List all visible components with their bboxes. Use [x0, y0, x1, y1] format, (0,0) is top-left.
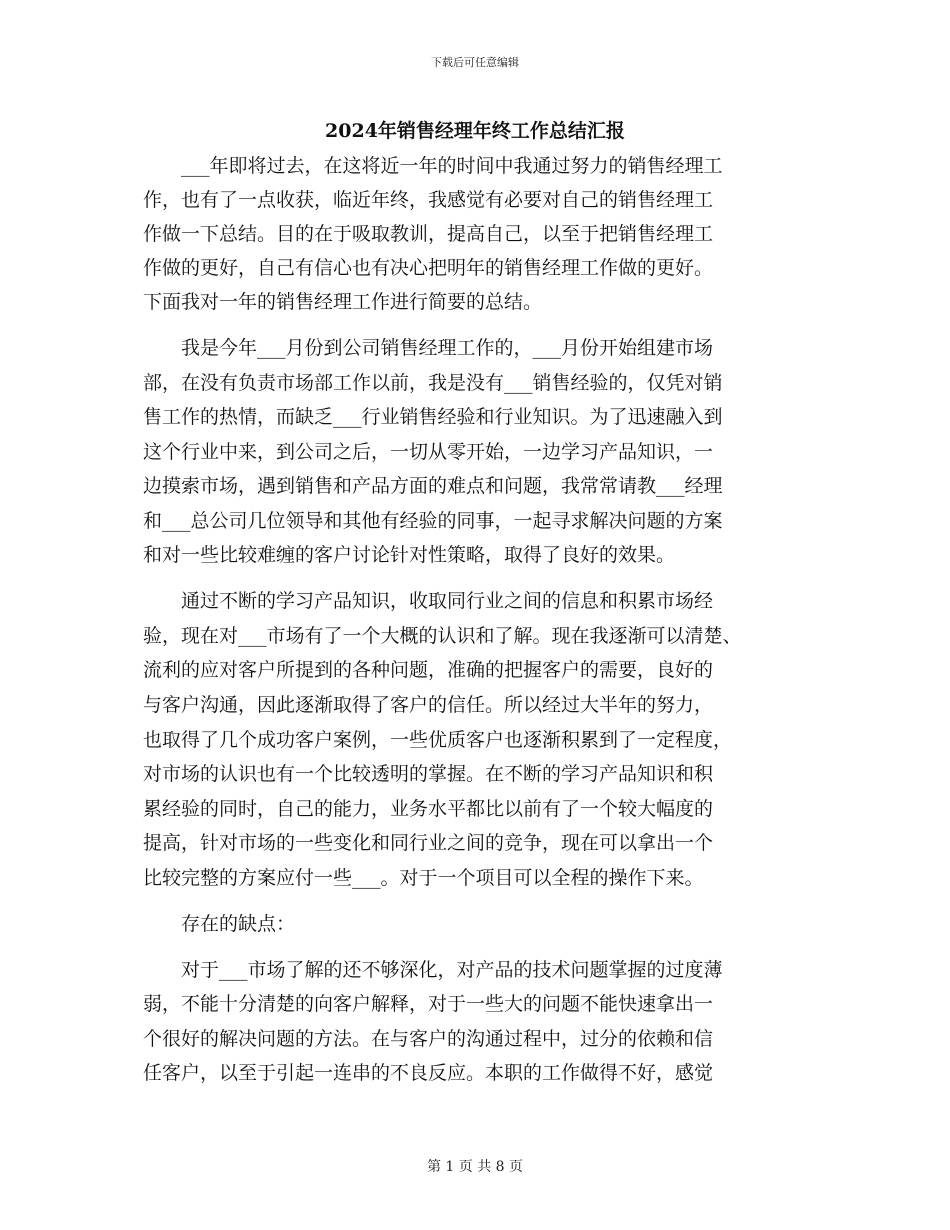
text-line: 任客户，以至于引起一连串的不良反应。本职的工作做得不好，感觉 — [143, 1062, 714, 1084]
text-line: 作，也有了一点收获，临近年终，我感觉有必要对自己的销售经理工 — [143, 189, 714, 211]
text-line: 对市场的认识也有一个比较透明的掌握。在不断的学习产品知识和积 — [143, 763, 714, 785]
document-title: 2024年销售经理年终工作总结汇报 — [325, 120, 625, 142]
page-header: 下载后可任意编辑 — [431, 56, 519, 69]
text-line: 售工作的热情，而缺乏___行业销售经验和行业知识。为了迅速融入到 — [143, 406, 723, 428]
text-line: 个很好的解决问题的方法。在与客户的沟通过程中，过分的依赖和信 — [143, 1028, 714, 1050]
text-line: 对于___市场了解的还不够深化，对产品的技术问题掌握的过度薄 — [143, 959, 723, 981]
text-line: 提高，针对市场的一些变化和同行业之间的竞争，现在可以拿出一个 — [143, 832, 714, 854]
page-footer: 第 1 页 共 8 页 — [426, 1159, 524, 1175]
text-line: 弱，不能十分清楚的向客户解释，对于一些大的问题不能快速拿出一 — [143, 993, 714, 1015]
text-line: 与客户沟通，因此逐渐取得了客户的信任。所以经过大半年的努力， — [143, 694, 714, 716]
text-line: 这个行业中来，到公司之后，一切从零开始，一边学习产品知识，一 — [143, 441, 714, 463]
text-line: 和对一些比较难缠的客户讨论针对性策略，取得了良好的效果。 — [143, 544, 676, 566]
text-line: 部，在没有负责市场部工作以前，我是没有___销售经验的，仅凭对销 — [143, 372, 723, 394]
text-line: 边摸索市场，遇到销售和产品方面的难点和问题，我常常请教___经理 — [143, 475, 723, 497]
text-line: 和___总公司几位领导和其他有经验的同事，一起寻求解决问题的方案 — [143, 510, 723, 532]
text-line: ___年即将过去，在这将近一年的时间中我通过努力的销售经理工 — [143, 155, 723, 177]
text-line: 流利的应对客户所提到的各种问题，准确的把握客户的需要，良好的 — [143, 659, 714, 681]
text-line: 作做的更好，自己有信心也有决心把明年的销售经理工作做的更好。 — [143, 257, 714, 279]
text-line: 比较完整的方案应付一些___。对于一个项目可以全程的操作下来。 — [143, 867, 704, 889]
text-line: 通过不断的学习产品知识，收取同行业之间的信息和积累市场经 — [143, 590, 714, 612]
text-line: 作做一下总结。目的在于吸取教训，提高自己，以至于把销售经理工 — [143, 223, 714, 245]
text-line: 也取得了几个成功客户案例，一些优质客户也逐渐积累到了一定程度， — [143, 729, 733, 751]
text-line: 累经验的同时，自己的能力，业务水平都比以前有了一个较大幅度的 — [143, 798, 714, 820]
text-line: 我是今年___月份到公司销售经理工作的，___月份开始组建市场 — [143, 337, 714, 359]
text-line: 验，现在对___市场有了一个大概的认识和了解。现在我逐渐可以清楚、 — [143, 625, 742, 647]
text-line: 存在的缺点： — [143, 913, 296, 935]
text-line: 下面我对一年的销售经理工作进行简要的总结。 — [143, 291, 543, 313]
